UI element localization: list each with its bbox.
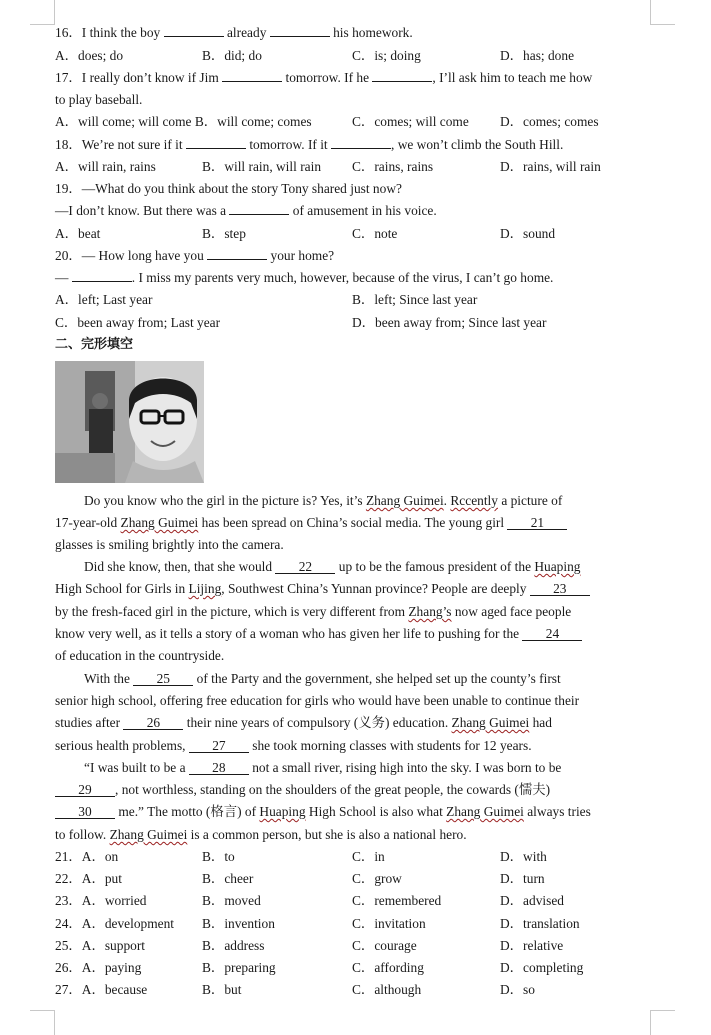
blank [270,36,330,37]
option-d: D．sound [500,226,556,241]
passage-line: serious health problems, 27 she took morning classes with students for 12 years. [55,738,532,753]
blank-22: 22 [275,560,335,574]
option-d: D．has; done [500,48,575,63]
blank-29: 29 [55,783,115,797]
answer-option: B．but [202,982,242,997]
option-d: D．rains, will rain [500,159,601,174]
option-a: A．will rain, rains [55,159,156,174]
blank [229,214,289,215]
blank-26: 26 [123,716,183,730]
passage-line: “I was built to be a 28 not a small river, rising high into the sky. I was born to be [84,760,562,775]
passage-line: High School for Girls in Lijing, Southwest China’s Yunnan province? People are deeply 23 [55,580,590,598]
blank [331,148,391,149]
passage-line: 30 me.” The motto (格言) of Huaping High School is also what Zhang Guimei always tries [55,803,591,821]
answer-option: C．in [352,849,385,864]
blank [372,81,432,82]
question-19-cont: —I don’t know. But there was a of amusement in his voice. [55,203,437,218]
option-a: A．beat [55,226,101,241]
answer-option: B．to [202,849,235,864]
option-c: C．is; doing [352,48,421,63]
question-20: 20．— How long have you your home? [55,248,335,263]
blank-25: 25 [133,672,193,686]
passage-line: by the fresh-faced girl in the picture, which is very different from Zhang’s now aged face people [55,604,572,619]
passage-line: of education in the countryside. [55,648,225,663]
answer-option: 24．A．development [55,916,175,931]
blank [164,36,224,37]
answer-option: B．invention [202,916,275,931]
answer-option: D．so [500,982,535,997]
answer-option: D．relative [500,938,564,953]
answer-option: D．translation [500,916,580,931]
option-b: B．step [202,226,246,241]
corner-mark-top-left [30,0,55,25]
answer-option: D．completing [500,960,584,975]
answer-option: D．advised [500,893,564,908]
answer-option: 23．A．worried [55,893,147,908]
blank-24: 24 [522,627,582,641]
option-a-b: A．will come; will come B．will come; comes [55,114,312,129]
option-a: A．left; Last year [55,292,153,307]
girl-photo [55,361,204,483]
corner-mark-top-right [650,0,675,25]
answer-option: 27．A．because [55,982,148,997]
answer-option: 26．A．paying [55,960,142,975]
option-a: A．does; do [55,48,124,63]
answer-option: 22．A．put [55,871,122,886]
answer-option: C．grow [352,871,402,886]
answer-option: 25．A．support [55,938,146,953]
question-19: 19．—What do you think about the story Tony shared just now? [55,181,402,196]
question-18: 18．We’re not sure if it tomorrow. If it , we won’t climb the South Hill. [55,137,564,152]
option-c: C．note [352,226,398,241]
blank-23: 23 [530,582,590,596]
answer-option: C．remembered [352,893,442,908]
corner-mark-bottom-right [650,1010,675,1035]
blank-27: 27 [189,739,249,753]
passage-line: 29 , not worthless, standing on the shoulders of the great people, the cowards (懦夫) [55,781,550,799]
answer-option: D．turn [500,871,545,886]
passage-line: glasses is smiling brightly into the camera. [55,537,284,552]
question-16: 16．I think the boy already his homework. [55,25,413,40]
blank [72,281,132,282]
blank [186,148,246,149]
passage-line: Did she know, then, that she would 22 up to be the famous president of the Huaping [84,559,581,574]
passage-line: studies after 26 their nine years of compulsory (义务) education. Zhang Guimei had [55,715,552,730]
question-20-cont: — . I miss my parents very much, however, because of the virus, I can’t go home. [55,270,554,285]
option-c: C．comes; will come [352,114,469,129]
option-b: B．left; Since last year [352,292,478,307]
option-b: B．did; do [202,48,262,63]
blank [207,259,267,260]
option-b: B．will rain, will rain [202,159,322,174]
answer-option: 21．A．on [55,849,119,864]
passage-line: Do you know who the girl in the picture is? Yes, it’s Zhang Guimei. Rccently a picture of [84,493,563,508]
option-c: C．rains, rains [352,159,434,174]
answer-option: C．courage [352,938,417,953]
blank-30: 30 [55,805,115,819]
passage-line: With the 25 of the Party and the government, she helped set up the county’s first [84,671,561,686]
answer-option: B．address [202,938,265,953]
answer-option: B．moved [202,893,261,908]
passage-line: 17-year-old Zhang Guimei has been spread on China’s social media. The young girl 21 [55,514,567,532]
option-c: C．been away from; Last year [55,315,221,330]
option-d: D．comes; comes [500,114,599,129]
answer-option: D．with [500,849,547,864]
question-17: 17．I really don’t know if Jim tomorrow. If he , I’ll ask him to teach me how [55,70,593,85]
section-heading: 二、完形填空 [55,337,134,352]
corner-mark-bottom-left [30,1010,55,1035]
blank [222,81,282,82]
answer-option: C．affording [352,960,424,975]
answer-option: C．although [352,982,422,997]
option-d: D．been away from; Since last year [352,315,547,330]
passage-line: know very well, as it tells a story of a woman who has given her life to pushing for the 24 [55,625,582,643]
passage-line: senior high school, offering free education for girls who would have been unable to continue their [55,693,580,708]
question-17-cont: to play baseball. [55,92,143,107]
answer-option: C．invitation [352,916,426,931]
blank-21: 21 [507,516,567,530]
answer-option: B．preparing [202,960,276,975]
passage-line: to follow. Zhang Guimei is a common person, but she is also a national hero. [55,827,467,842]
blank-28: 28 [189,761,249,775]
answer-option: B．cheer [202,871,254,886]
